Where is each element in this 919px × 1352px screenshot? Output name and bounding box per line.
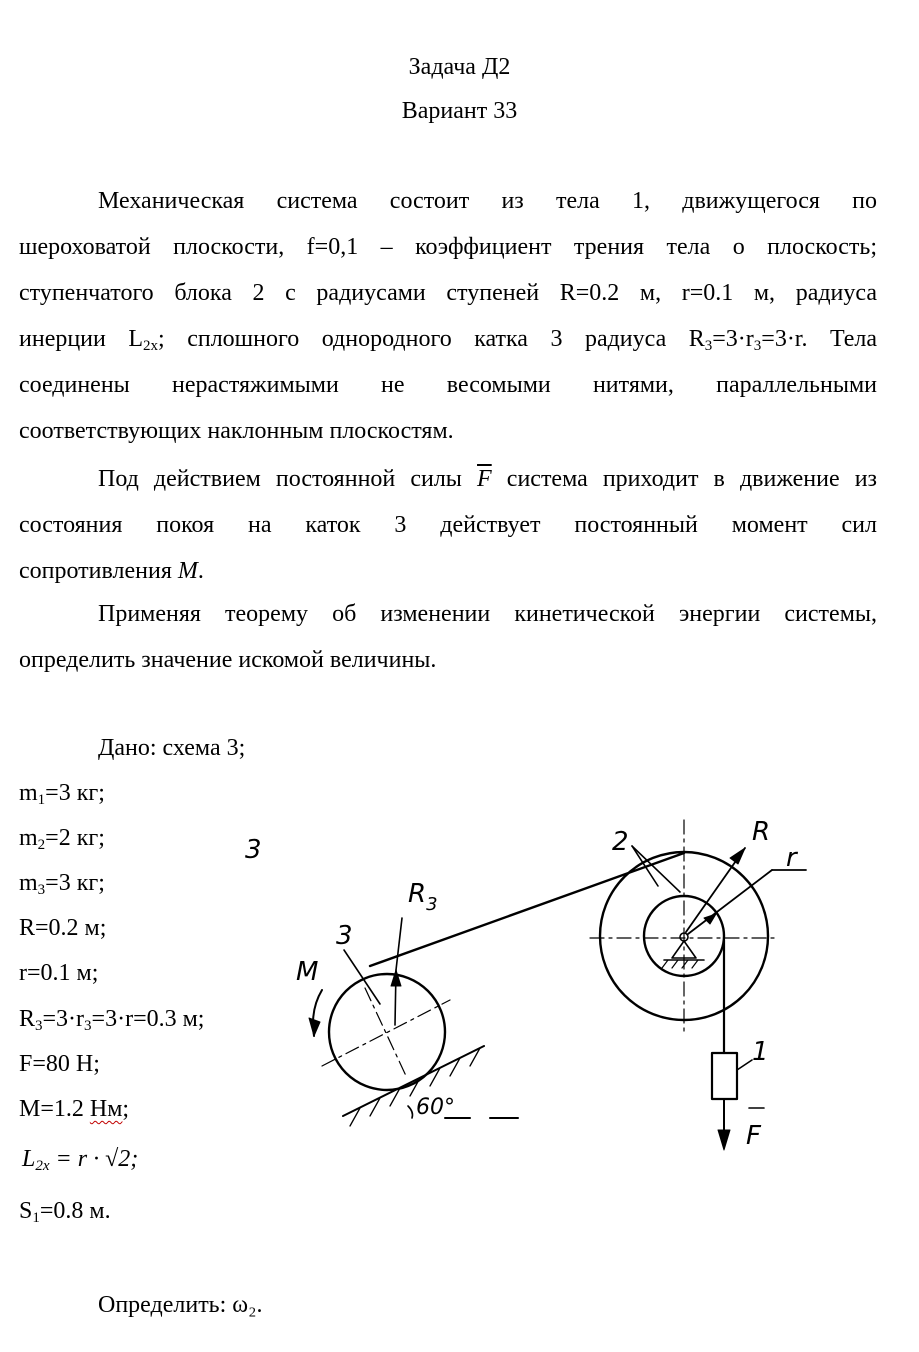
roller-3-leader bbox=[344, 950, 380, 1004]
given-m3: $m_3=3$ кг; bbox=[19, 870, 105, 898]
label-block-2: 2 bbox=[612, 827, 629, 857]
p2-line1: Под действием постоянной силы $\overline{F}$ система приходит в движение из bbox=[98, 466, 878, 492]
p1-line4: инерции $L_{2x}$; сплошного однородного катка 3 радиуса $R_3=3\cdot r_3=3\cdot r$. Тела bbox=[19, 326, 877, 354]
p3-line1: Применяя теорему об изменении кинетической энергии системы, bbox=[98, 601, 877, 627]
label-force-F: F bbox=[746, 1121, 761, 1151]
p2-line3: сопротивления M. bbox=[19, 558, 204, 584]
load-1-leader bbox=[737, 1060, 752, 1070]
label-load-1: 1 bbox=[752, 1037, 769, 1067]
label-R: R bbox=[752, 817, 771, 847]
label-angle: 60° bbox=[416, 1095, 455, 1120]
rope-incline bbox=[370, 853, 684, 966]
scheme-label: 3 bbox=[245, 835, 262, 865]
radius-R3-arrowhead bbox=[391, 970, 401, 986]
radius-R3-leader bbox=[396, 918, 402, 970]
force-F-arrowhead bbox=[718, 1130, 730, 1150]
given-m1: $m_1=3$ кг; bbox=[19, 780, 105, 808]
p3-line2: определить значение искомой величины. bbox=[19, 647, 437, 673]
given-M: M=1.2 Нм; bbox=[19, 1096, 130, 1122]
task-title: Задача Д2 bbox=[408, 54, 511, 80]
given-S1: $S_1=0.8$ м. bbox=[19, 1198, 111, 1226]
p1-line3: ступенчатого блока 2 с радиусами ступеней R=0.2 м, r=0.1 м, радиуса bbox=[19, 280, 877, 306]
angle-arc bbox=[408, 1106, 413, 1118]
moment-arrowhead bbox=[309, 1018, 320, 1036]
p2-line2: состояния покоя на каток 3 действует постоянный момент сил bbox=[19, 512, 877, 538]
given-m2: $m_2=2$ кг; bbox=[19, 825, 105, 853]
force-symbol: $\overline{F}$ bbox=[477, 466, 492, 492]
label-moment: M bbox=[296, 957, 319, 987]
p1-line5: соединены нерастяжимыми не весомыми нитями, параллельными bbox=[19, 372, 877, 398]
given-R3: $R_3=3\cdot r_3=3\cdot r=0.3$ м; bbox=[19, 1006, 205, 1034]
given-R: R=0.2 м; bbox=[19, 915, 107, 941]
p1-line1: Механическая система состоит из тела 1, движущегося по bbox=[98, 188, 877, 214]
pivot-hatching bbox=[662, 960, 698, 968]
variant-title: Вариант 33 bbox=[401, 98, 518, 124]
load-1 bbox=[712, 1053, 737, 1099]
label-R3: $R_3$ bbox=[408, 879, 438, 915]
roller-axis-line-2 bbox=[365, 988, 407, 1078]
inclined-plane bbox=[343, 1046, 484, 1116]
label-r: r bbox=[786, 843, 797, 873]
given-title: Дано: схема 3; bbox=[98, 735, 246, 761]
radius-r-arrowhead bbox=[704, 914, 716, 924]
roller-axis-line bbox=[322, 1000, 450, 1066]
label-roller-3: 3 bbox=[336, 921, 353, 951]
p1-line2: шероховатой плоскости, f=0,1 – коэффициент трения тела о плоскость; bbox=[19, 234, 877, 260]
given-r: r=0.1 м; bbox=[19, 960, 99, 986]
given-L2x: $L_{2x} = r \cdot √2$; bbox=[22, 1146, 139, 1174]
p1-line6: соответствующих наклонным плоскостям. bbox=[19, 418, 454, 444]
find-omega2: Определить: ω₂. bbox=[98, 1292, 263, 1318]
radius-r-arrow bbox=[688, 870, 772, 934]
radius-R-arrowhead bbox=[730, 848, 745, 864]
given-F: F=80 Н; bbox=[19, 1051, 100, 1077]
